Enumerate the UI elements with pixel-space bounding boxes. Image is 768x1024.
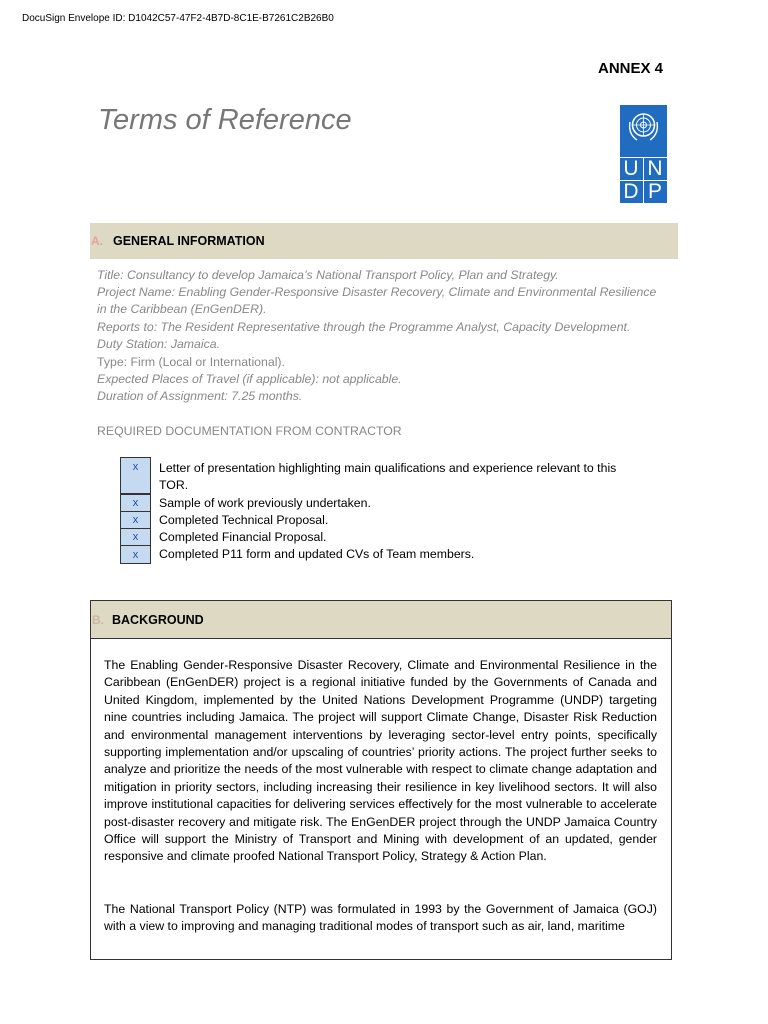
logo-letter-n: N [647,157,663,180]
doc-checkbox-4[interactable]: x [120,528,151,546]
annex-label: ANNEX 4 [598,60,664,77]
info-duty-station: Duty Station: Jamaica. [97,337,221,351]
doc-checkbox-5[interactable]: x [120,545,151,564]
section-a-heading: GENERAL INFORMATION [113,234,265,248]
info-duration: Duration of Assignment: 7.25 months. [97,389,303,403]
section-a-header [90,223,678,259]
required-docs-heading: REQUIRED DOCUMENTATION FROM CONTRACTOR [97,424,402,438]
doc-item-1: Letter of presentation highlighting main qualifications and experience relevant to this [159,461,617,475]
section-a-letter: A. [91,234,103,248]
undp-logo [620,105,667,203]
info-project-name: Project Name: Enabling Gender-Responsive Disaster Recovery, Climate and Environmental Resilience [97,285,657,299]
info-title: Title: Consultancy to develop Jamaica’s National Transport Policy, Plan and Strategy. [97,268,559,282]
background-paragraph-2: The National Transport Policy (NTP) was formulated in 1993 by the Government of Jamaica (GOJ) with a view to improving and managing traditional modes of transport such as air, land, maritime [104,902,657,934]
logo-letter-d: D [623,180,639,203]
info-type: Type: Firm (Local or International). [97,355,285,369]
doc-checkbox-2[interactable]: x [120,494,151,512]
doc-item-5: Completed P11 form and updated CVs of Team members. [159,547,475,561]
info-travel: Expected Places of Travel (if applicable): not applicable. [97,372,402,386]
doc-checkbox-1[interactable]: x [120,457,151,494]
section-b-box [90,600,672,960]
section-b-heading: BACKGROUND [112,613,204,627]
section-b-header [91,601,671,639]
page-title: Terms of Reference [98,104,352,136]
section-b-letter: B. [92,613,104,627]
doc-item-3: Completed Technical Proposal. [159,513,329,527]
background-paragraph-1: The Enabling Gender-Responsive Disaster Recovery, Climate and Environmental Resilience in the Caribbean (EnGenDER) project is a regional initiative funded by the Governments of Canada and United Kingdom, implemented by the United Nations Development Programme (UNDP) targeting nine countries including Jamaica. The project will support Climate Change, Disaster Risk Reduction and environmental management interventions by leveraging sector-level entry points, specifically supporting implementation and/or upscaling of countries’ priority actions. The project further seeks to analyze and prioritize the needs of the most vulnerable with respect to climate change adaptation and mitigation in priority sectors, including increasing their resilience in key livelihood sectors. It will also improve institutional capacities for delivering services effectively for the most vulnerable to accelerate post-disaster recovery and mitigate risk. The EnGenDER project through the UNDP Jamaica Country Office will support the Ministry of Transport and Mining with development of an updated, gender responsive and climate proofed National Transport Policy, Strategy & Action Plan. [104,658,657,864]
info-reports-to: Reports to: The Resident Representative through the Programme Analyst, Capacity Development. [97,320,631,334]
logo-letter-u: U [623,157,639,180]
doc-item-1-cont: TOR. [159,478,189,492]
doc-item-4: Completed Financial Proposal. [159,530,327,544]
doc-item-2: Sample of work previously undertaken. [159,496,371,510]
un-emblem-icon [625,110,662,152]
docusign-envelope-id: DocuSign Envelope ID: D1042C57-47F2-4B7D-8C1E-B7261C2B26B0 [22,13,334,24]
info-project-name-cont: in the Caribbean (EnGenDER). [97,302,267,316]
logo-letter-p: P [647,180,662,203]
doc-checkbox-3[interactable]: x [120,511,151,529]
